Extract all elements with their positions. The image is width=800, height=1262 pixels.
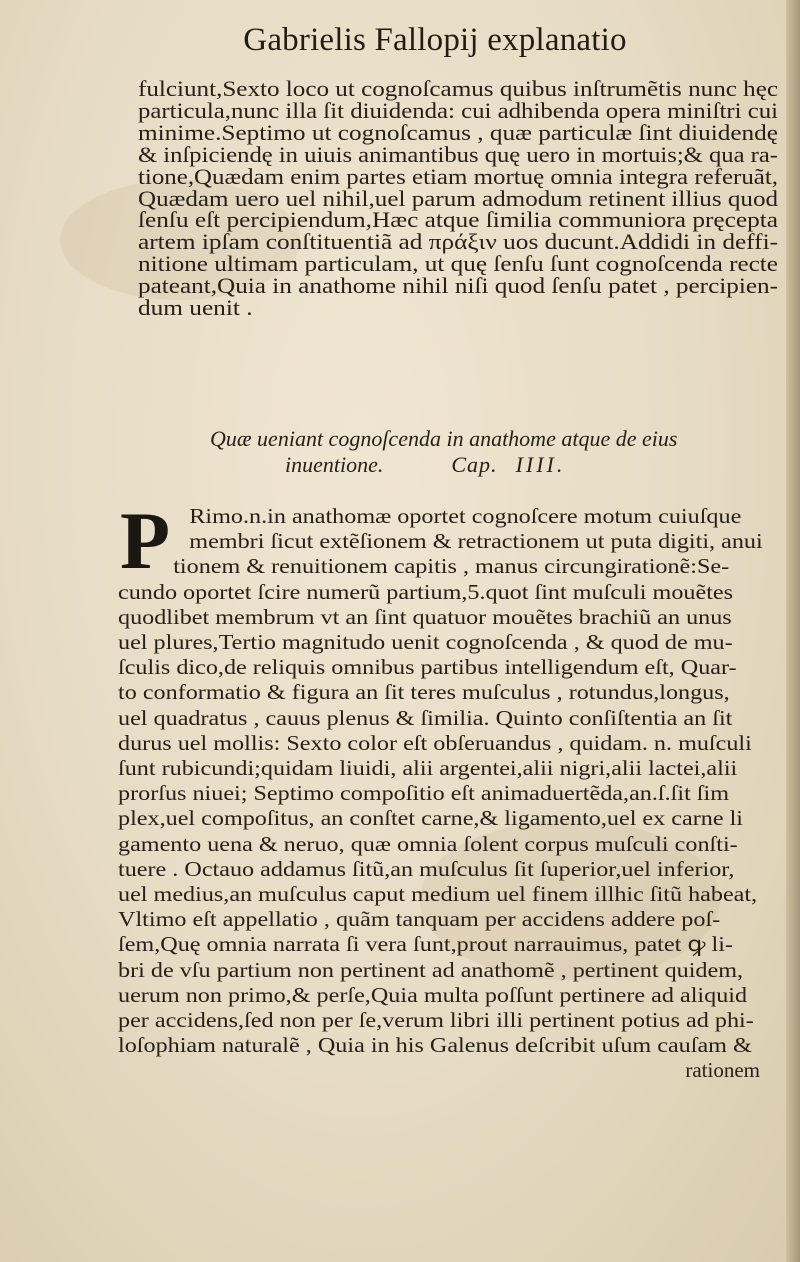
text-line: per accidens,ſed non per ſe,verum libri illi pertinent potius ad phi- — [118, 1008, 754, 1033]
text-line: minime.Septimo ut cognoſcamus , quæ particulæ ſint diuidendę — [138, 119, 778, 145]
text-line: to conformatio & figura an ſit teres muſculus , rotundus,longus, — [118, 680, 730, 705]
text-line: prorſus niuei; Septimo compoſitio eſt animaduertẽda,an.ſ.ſit ſim — [118, 781, 730, 806]
text-line: & inſpiciendę in uiuis animantibus quę uero in mortuis;& qua ra- — [138, 141, 779, 167]
text-line: plex,uel compoſitus, an conſtet carne,& ligamento,uel ex carne li — [118, 806, 744, 831]
text-line: artem ipſam conſtituentiã ad πράξιν uos ducunt.Addidi in deffi- — [138, 229, 779, 255]
text-line: cundo oportet ſcire numerũ partium,5.quot ſint muſculi mouẽtes — [118, 579, 734, 604]
text-line: loſophiam naturalẽ , Quia in his Galenus deſcribit uſum cauſam & — [118, 1033, 752, 1058]
text-line: particula,nunc illa ſit diuidenda: cui adhibenda opera miniſtri cui — [138, 97, 779, 123]
text-line: tionem & renuitionem capitis , manus circungirationẽ:Se- — [173, 554, 730, 579]
text-line: nitione ultimam particulam, ut quę ſenſu ſunt cognoſcenda recte — [138, 251, 778, 277]
text-line: ſculis dico,de reliquis omnibus partibus intelligendum eſt, Quar- — [118, 655, 737, 680]
chapter-label: Cap. — [451, 452, 498, 477]
text-line: fulciunt,Sexto loco ut cognoſcamus quibus inſtrumẽtis nunc hęc — [138, 76, 778, 101]
paragraph-continued — [138, 78, 778, 319]
text-line: durus uel mollis: Sexto color eſt obſeruandus , quidam. n. muſculi — [118, 730, 752, 755]
page-edge — [786, 0, 800, 1262]
text-line: dum uenit . — [138, 295, 253, 321]
text-line: tione,Quædam enim partes etiam mortuę omnia integra referuãt, — [138, 163, 779, 189]
chapter-title-line — [210, 452, 730, 478]
text-line: bri de vſu partium non pertinent ad anathomẽ , pertinent quidem, — [118, 957, 744, 982]
chapter-heading — [210, 426, 730, 478]
text-line: quodlibet membrum vt an ſint quatuor mouẽtes brachiũ an unus — [118, 604, 732, 629]
text-line: pateant,Quia in anathome nihil niſi quod ſenſu patet , percipien- — [138, 273, 779, 299]
catchword: rationem — [685, 1058, 760, 1083]
running-head — [0, 22, 800, 59]
text-line: uerum non primo,& perſe,Quia multa poſſunt pertinere ad aliquid — [118, 982, 748, 1007]
text-line: Vltimo eſt appellatio , quãm tanquam per accidens addere poſ- — [118, 907, 721, 932]
text-line: uel plures,Tertio magnitudo uenit cognoſcenda , & quod de mu- — [118, 630, 733, 655]
text-line: Quædam uero uel nihil,uel parum admodum retinent illius quod — [138, 185, 779, 211]
text-line: uel medius,an muſculus caput medium uel finem illhic ſitũ habeat, — [118, 882, 758, 907]
chapter-number: IIII. — [515, 452, 566, 477]
running-head-text: Gabrielis Fallopij explanatio — [243, 22, 627, 58]
text-line: Rimo.n.in anathomæ oportet cognoſcere motum cuiuſque — [189, 504, 742, 528]
chapter-title-end: inuentione. — [285, 452, 384, 477]
text-line: uel quadratus , cauus plenus & ſimilia. Quinto conſiſtentia an ſit — [118, 705, 733, 730]
chapter-paragraph — [118, 504, 778, 1084]
text-line: ſunt rubicundi;quidam liuidi, alii argentei,alii nigri,alii lactei,alii — [118, 756, 738, 781]
text-line: membri ſicut extẽſionem & retractionem ut puta digiti, anui — [189, 529, 763, 554]
text-line: tuere . Octauo addamus ſitũ,an muſculus ſit ſuperior,uel inferior, — [118, 856, 735, 881]
text-line: ſem,Quę omnia narrata ſi vera ſunt,prout narrauimus, patet ꝙ li- — [118, 932, 733, 957]
text-line: ſenſu eſt percipiendum,Hæc atque ſimilia communiora pręcepta — [138, 207, 779, 233]
drop-cap-initial: P — [120, 495, 171, 586]
text-line: gamento uena & neruo, quæ omnia ſolent corpus muſculi conſti- — [118, 831, 738, 856]
chapter-title-line: Quæ ueniant cognoſcenda in anathome atque de eius — [210, 426, 678, 451]
